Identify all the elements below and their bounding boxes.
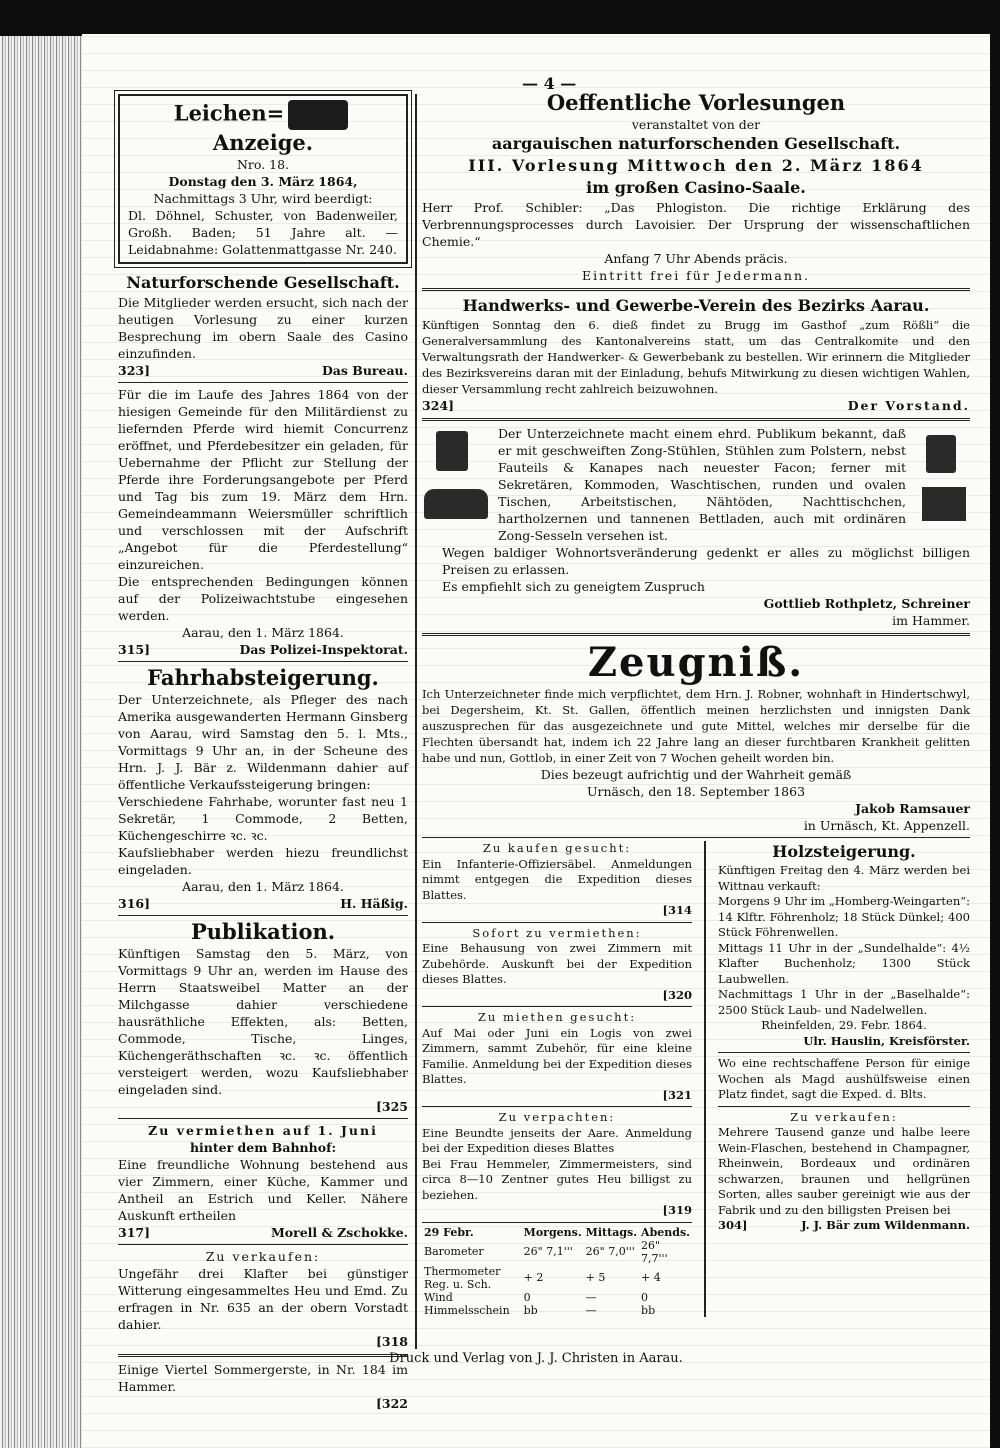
beunde-text: Eine Beundte jenseits der Aare. Anmeldung bei der Expedition dieses Blattes [422,1125,692,1155]
holz-line2: Mittags 11 Uhr in der „Sundelhalde“: 4½ Klafter Buchenholz; 1300 Stück Laubwellen. [718,940,970,986]
ad-number: 315] [118,642,151,657]
publik-title: Publikation. [190,919,336,944]
gerste-text: Einige Viertel Sommergerste, in Nr. 184 im Hammer. [118,1362,408,1394]
weather-table [422,1226,692,1317]
magd-text: Wo eine rechtschaffene Person für einige Wochen als Magd aushülfsweise einen Platz findet, sagt die Exped. d. Blts. [718,1056,970,1101]
lecture-sub: veranstaltet von der [631,117,761,132]
natur-signature: Das Bureau. [321,363,408,378]
ad-number: 317] [118,1225,151,1240]
divider [422,1006,692,1007]
ad-number: 323] [118,363,151,378]
holz-date: Rheinfelden, 29. Febr. 1864. [761,1018,927,1032]
divider [422,633,970,636]
page-number: — 4 — [522,74,577,93]
ad-number: [321 [662,1087,692,1102]
small-ads-column [422,841,692,1317]
chair-icon [436,431,468,471]
column-rule [415,94,417,1349]
fahrhab-signature: H. Häßig. [340,896,408,911]
schreiner-signature: Gottlieb Rothpletz, Schreiner [763,596,970,611]
logis-title: Zu miethen gesucht: [477,1010,637,1024]
weather-row: Himmelsschein bb — bb [424,1303,656,1317]
lecture-entry: Eintritt frei für Jedermann. [582,268,810,283]
weather-row: Thermometer Reg. u. Sch. + 2 + 5 + 4 [424,1264,661,1291]
vermiethen-title2: hinter dem Bahnhof: [189,1140,337,1155]
divider [422,418,970,421]
ad-number: 316] [118,896,151,911]
lecture-text: Herr Prof. Schibler: „Das Phlogiston. Die richtige Erklärung des Verbrennungsprocesses durch Lavoisier. Der Ursprung der wissenschaftlichen Chemie.“ [422,200,970,249]
natur-text: Die Mitglieder werden ersucht, sich nach der heutigen Vorlesung zu einer kurzen Besprechung im obern Saale des Casino einzufinden. [118,295,408,361]
holz-signature: Ulr. Hauslin, Kreisförster. [803,1033,970,1048]
divider [118,661,408,662]
publik-text: Künftigen Samstag den 5. März, von Vormittags 9 Uhr an, werden im Hause des Herrn Staatsweibel Matter an der Milchgasse dahier verschiedene hausräthliche Effekten, als: Betten, Commode, Tische, Linges, Küchengeräthschaften ꝛc. ꝛc. öffentlich versteigert werden, wozu Kaufsliebhaber eingeladen sind. [118,946,408,1097]
chair-icon [926,435,956,473]
holz-column [718,841,970,1317]
divider [422,1106,692,1107]
weather-row: Wind 0 — 0 [424,1290,649,1304]
ad-number: [319 [662,1203,692,1217]
weather-row: Barometer 26" 7,1''' 26" 7,0''' 26" 7,7''' [424,1238,668,1265]
funeral-title-b: Anzeige. [212,130,314,155]
funeral-notice [118,94,408,264]
pferde-date: Aarau, den 1. März 1864. [182,625,344,640]
heu-text: Ungefähr drei Klafter bei günstiger Witterung eingesammeltes Heu und Emd. Zu erfragen in Nr. 635 an der obern Vorstadt dahier. [118,1266,408,1332]
logis-text: Auf Mai oder Juni ein Logis von zwei Zimmern, sammt Zubehör, für eine kleine Familie. Anmeldung bei der Expedition dieses Blattes. [422,1025,692,1086]
table-icon [922,487,966,521]
vermiethen-text: Eine freundliche Wohnung bestehend aus vier Zimmern, einer Küche, Kammer und Antheil an Estrich und Keller. Nähere Auskunft ertheilen [118,1157,408,1223]
verein-text: Künftigen Sonntag den 6. dieß findet zu Brugg im Gasthof „zum Rößli“ die Generalversammlung des Kantonalvereins statt, um das Centralkomite und den Verwaltungsrath der Handwerker- & Gewerbebank zu bestellen. Wir erinnern die Mitglieder des Bezirksvereins daran mit der Einladung, behufs Mitwirkung zu diesen wichtigen Wahlen, dieser Versammlung recht zahlreich beizuwohnen. [422,318,970,396]
lecture-start: Anfang 7 Uhr Abends präcis. [604,251,788,266]
fahrhab-text3: Kaufsliebhaber werden hiezu freundlichst eingeladen. [118,845,408,877]
column-rule [704,841,706,1317]
divider [718,1052,970,1053]
ad-number: [320 [662,987,692,1002]
divider [422,288,970,291]
divider [422,1222,692,1223]
pferde-text2: Die entsprechenden Bedingungen können auf der Polizeiwachtstube eingesehen werden. [118,574,408,623]
book-spine [0,36,82,1448]
schreiner-text3: Es empfiehlt sich zu geneigtem Zuspruch [442,579,705,594]
fahrhab-title: Fahrhabsteigerung. [147,665,379,690]
ad-number: [314 [662,903,692,917]
flaschen-text: Mehrere Tausend ganze und halbe leere Wein-Flaschen, bestehend in Champagner, Rheinwein, Bordeaux und ordinären schwarzen, braunen und hellgrünen Sorten, alles sauber gereinigt wie aus der Fabrik und zu den billigsten Preisen bei [718,1125,970,1217]
funeral-time: Nachmittags 3 Uhr, wird beerdigt: [153,191,373,206]
divider [118,1244,408,1245]
schreiner-text2: Wegen baldiger Wohnortsveränderung gedenkt er alles zu möglichst billigen Preisen zu erlassen. [442,545,970,577]
saebel-text: Ein Infanterie-Offiziersäbel. Anmeldungen nimmt entgegen die Expedition dieses Blattes. [422,856,692,902]
saebel-title: Zu kaufen gesucht: [482,841,632,855]
ad-number: [325 [375,1099,408,1114]
zeugnis-date: Urnäsch, den 18. September 1863 [586,784,806,799]
left-column [118,90,408,1412]
divider [118,1118,408,1119]
ad-number: [322 [375,1396,408,1411]
divider [422,922,692,923]
fahrhab-text: Der Unterzeichnete, als Pfleger des nach Amerika ausgewanderten Hermann Ginsberg von Aarau, wird Samstag den 5. l. Mts., Vormittags 9 Uhr an, in der Scheune des Hrn. J. J. Bär z. Wildenmann dahier auf öffentliche Verkaufssteigerung bringen: [118,692,408,792]
natur-title: Naturforschende Gesellschaft. [126,273,400,292]
coffin-icon [288,100,348,130]
holz-line1: Morgens 9 Uhr im „Homberg-Weingarten“: 14 Klftr. Föhrenholz; 18 Stück Dünkel; 400 Stück Föhrenwellen. [718,894,970,939]
flaschen-signature: J. J. Bär zum Wildenmann. [801,1218,970,1232]
beunde-title: Zu verpachten: [498,1110,616,1124]
right-column [422,74,970,1317]
lecture-line: III. Vorlesung Mittwoch den 2. März 1864 [468,156,924,175]
flaschen-title: Zu verkaufen: [790,1109,898,1124]
ad-number: 324] [422,398,455,413]
divider [718,1106,970,1107]
sofa-icon [424,489,488,519]
vermiethen-signature: Morell & Zschokke. [270,1225,408,1240]
lecture-org: aargauischen naturforschenden Gesellschaft. [491,134,901,153]
fahrhab-date: Aarau, den 1. März 1864. [182,879,344,894]
beunde-text2: Bei Frau Hemmeler, Zimmermeisters, sind circa 8—10 Zentner gutes Heu billigst zu beziehen. [422,1156,692,1202]
behausung-text: Eine Behausung von zwei Zimmern mit Zubehörde. Auskunft bei der Expedition dieses Blattes. [422,941,692,986]
zeugnis-signature2: in Urnäsch, Kt. Appenzell. [803,818,970,833]
schreiner-ad [422,425,970,544]
lecture-title: Oeffentliche Vorlesungen [546,90,846,115]
funeral-date: Donstag den 3. März 1864, [168,174,358,189]
schreiner-text: Der Unterzeichnete macht einem ehrd. Publikum bekannt, daß er mit geschweiften Zong-Stühlen, Stühlen zum Polstern, nebst Fauteils & Kanapes nach neuester Facon; ferner mit Sekretären, Kommoden, Waschtischen, runden und ovalen Tischen, Arbeitstischen, Nähtöden, Nachttischchen, hartholzernen und tannenen Bettladen, auch mit ordinären Zong-Sesseln versehen ist. [498,426,906,543]
weather-header: 29 Febr. Morgens. Mittags. Abends. [424,1225,690,1239]
zeugnis-text2: Dies bezeugt aufrichtig und der Wahrheit gemäß [540,767,852,782]
pferde-text: Für die im Laufe des Jahres 1864 von der hiesigen Gemeinde für den Militärdienst zu liefernden Pferde wird hiemit Concurrenz eröffnet, und Pferdebesitzer ein geladen, für Uebernahme der Pflicht zur Stellung der Pferde ihre Forderungsangebote per Pferd und Tag bis zum 19. März dem Hrn. Gemeindeammann Weiersmüller schriftlich und verschlossen mit der Aufschrift „Angebot für die Pferdestellung“ einzureichen. [118,387,408,572]
newspaper-page [82,34,990,1448]
verein-title: Handwerks- und Gewerbe-Verein des Bezirks Aarau. [462,296,930,315]
divider [118,382,408,383]
heu-title: Zu verkaufen: [205,1249,321,1264]
funeral-number: Nro. 18. [236,157,290,172]
behausung-title: Sofort zu vermiethen: [472,925,642,940]
holz-line3: Nachmittags 1 Uhr in der „Baselhalde“: 2500 Stück Laub- und Nadelwellen. [718,987,970,1017]
holz-text: Künftigen Freitag den 4. März werden bei Wittnau verkauft: [718,863,970,893]
zeugnis-title: Zeugniß. [587,639,805,686]
divider [118,915,408,916]
divider [422,837,970,838]
verein-signature: Der Vorstand. [847,398,970,413]
schreiner-signature2: im Hammer. [892,613,970,628]
holz-title: Holzsteigerung. [772,842,916,861]
zeugnis-signature: Jakob Ramsauer [855,801,970,816]
ad-number: 304] [718,1218,748,1232]
zeugnis-text: Ich Unterzeichneter finde mich verpflichtet, dem Hrn. J. Robner, wohnhaft in Hindertschwyl, bei Degersheim, Kt. St. Gallen, öffentlich meinen herzlichsten und innigsten Dank auszusprechen für das ausgezeichnete und gute Mittel, welches mir derselbe für die Flechten übersandt hat, indem ich 22 Jahre lang an dieser furchtbaren Krankheit gelitten habe und nun, Gottlob, in einer Zeit von 7 Wochen geheilt worden bin. [422,687,970,765]
vermiethen-title: Zu vermiethen auf 1. Juni [148,1123,378,1138]
lecture-place: im großen Casino-Saale. [586,178,806,197]
pferde-signature: Das Polizei-Inspektorat. [239,642,408,657]
imprint-footer: Druck und Verlag von J. J. Christen in Aarau. [389,1351,683,1366]
fahrhab-text2: Verschiedene Fahrhabe, worunter fast neu 1 Sekretär, 1 Commode, 2 Betten, Küchengeschirre ꝛc. ꝛc. [118,794,408,843]
funeral-title-a: Leichen= [173,100,285,126]
funeral-text: Dl. Döhnel, Schuster, von Badenweiler, Großh. Baden; 51 Jahre alt. — Leidabnahme: Golattenmattgasse Nr. 240. [128,208,398,257]
ad-number: [318 [375,1334,408,1349]
